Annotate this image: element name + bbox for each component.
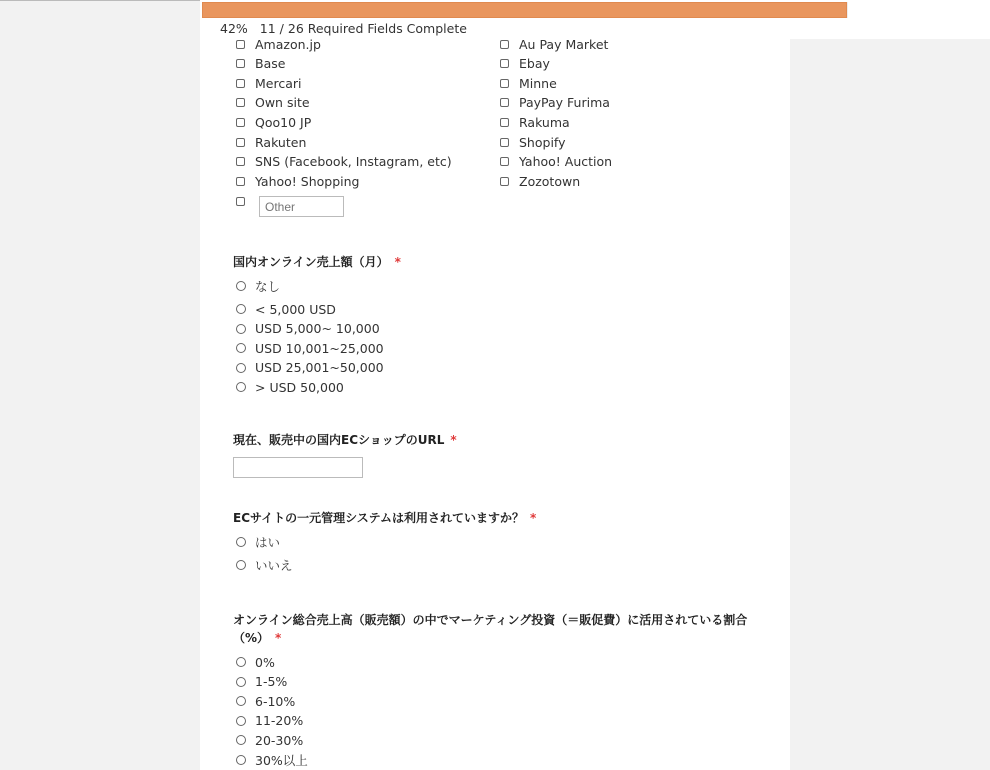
option-label: 0% [255,654,275,670]
other-checkbox[interactable] [236,197,245,206]
checkbox[interactable] [500,59,509,68]
question-management-system [233,509,763,527]
checkbox[interactable] [500,79,509,88]
shop-url-input[interactable] [233,457,363,478]
question-shop-url [233,431,763,449]
system-option[interactable] [237,556,293,574]
sales-option[interactable] [237,339,384,357]
marketplace-checkbox[interactable] [237,153,452,171]
option-label: USD 25,001~50,000 [255,360,384,376]
marketplace-checkbox[interactable] [501,172,580,190]
question-label: 国内オンライン売上額（月） [233,255,389,269]
question-label: ECサイトの一元管理システムは利用されていますか？ [233,511,524,525]
marketplace-checkbox[interactable] [501,153,612,171]
radio-button[interactable] [236,363,246,373]
question-label: 現在、販売中の国内ECショップのURL [233,433,445,447]
checkbox[interactable] [236,98,245,107]
marketplace-checkbox[interactable] [237,172,359,190]
marketplace-checkbox[interactable] [501,113,570,131]
radio-button[interactable] [236,343,246,353]
radio-button[interactable] [236,716,246,726]
checkbox[interactable] [236,157,245,166]
marketplace-checkbox[interactable] [501,133,566,151]
marketplace-checkbox[interactable] [237,74,301,92]
progress-text [220,21,479,36]
required-mark: * [450,433,457,447]
checkbox[interactable] [236,79,245,88]
sales-option[interactable] [237,300,336,318]
checkbox[interactable] [500,138,509,147]
marketplace-checkbox[interactable] [237,133,306,151]
radio-button[interactable] [236,696,246,706]
option-label: Base [255,56,286,72]
sales-option[interactable] [237,320,380,338]
option-label: Rakuma [519,114,570,130]
option-label: Shopify [519,134,566,150]
marketing-ratio-option[interactable] [237,692,295,710]
sales-option[interactable] [237,277,280,295]
marketing-ratio-option[interactable] [237,673,287,691]
option-label: Own site [255,95,310,111]
option-label: SNS (Facebook, Instagram, etc) [255,154,452,170]
marketplace-checkbox[interactable] [237,94,310,112]
option-label: Minne [519,75,557,91]
checkbox[interactable] [500,40,509,49]
radio-button[interactable] [236,537,246,547]
option-label: USD 5,000~ 10,000 [255,321,380,337]
checkbox[interactable] [236,138,245,147]
radio-button[interactable] [236,324,246,334]
marketing-ratio-option[interactable] [237,731,303,749]
radio-button[interactable] [236,657,246,667]
radio-button[interactable] [236,755,246,765]
option-label: なし [255,279,281,294]
radio-button[interactable] [236,735,246,745]
option-label: Ebay [519,56,550,72]
option-label: 6-10% [255,693,296,709]
marketplace-checkbox[interactable] [501,35,608,53]
required-mark: * [394,255,401,269]
marketing-ratio-option[interactable] [237,653,275,671]
progress-fill [202,2,847,18]
option-label: Au Pay Market [519,36,609,52]
question-monthly-sales [233,253,763,271]
other-marketplace-input[interactable] [259,196,344,217]
marketing-ratio-option[interactable] [237,751,308,769]
checkbox[interactable] [236,177,245,186]
option-label: > USD 50,000 [255,379,344,395]
question-label: オンライン総合売上高（販売額）の中でマーケティング投資（＝販促費）に活用されている割合（%） [233,613,748,645]
checkbox[interactable] [236,40,245,49]
radio-button[interactable] [236,677,246,687]
option-label: 11-20% [255,713,304,729]
checkbox[interactable] [500,177,509,186]
required-mark: * [275,631,282,645]
marketplace-checkbox[interactable] [237,35,321,53]
sales-option[interactable] [237,359,384,377]
option-label: はい [255,535,281,550]
option-label: 20-30% [255,732,304,748]
checkbox[interactable] [236,59,245,68]
option-label: Yahoo! Auction [519,154,613,170]
option-label: Qoo10 JP [255,114,312,130]
marketplace-checkbox[interactable] [501,94,610,112]
system-option[interactable] [237,533,280,551]
checkbox[interactable] [500,98,509,107]
option-label: Amazon.jp [255,36,321,52]
option-label: Yahoo! Shopping [255,173,360,189]
option-label: 30%以上 [255,753,308,768]
option-label: 1-5% [255,674,288,690]
option-label: Mercari [255,75,302,91]
progress-bar [202,2,848,18]
marketplace-checkbox[interactable] [501,74,557,92]
option-label: Rakuten [255,134,307,150]
radio-button[interactable] [236,382,246,392]
sales-option[interactable] [237,378,344,396]
radio-button[interactable] [236,281,246,291]
checkbox[interactable] [236,118,245,127]
marketplace-checkbox[interactable] [501,55,550,73]
marketplace-checkbox[interactable] [237,113,311,131]
checkbox[interactable] [500,157,509,166]
radio-button[interactable] [236,304,246,314]
option-label: Zozotown [519,173,581,189]
progress-status: 11 / 26 Required Fields Complete [259,21,467,36]
option-label: いいえ [255,558,293,573]
checkbox[interactable] [500,118,509,127]
progress-percent: 42% [220,21,248,36]
radio-button[interactable] [236,560,246,570]
required-mark: * [529,511,537,525]
option-label: < 5,000 USD [255,301,336,317]
option-label: PayPay Furima [519,95,610,111]
marketplace-checkbox[interactable] [237,55,285,73]
marketing-ratio-option[interactable] [237,712,303,730]
option-label: USD 10,001~25,000 [255,340,384,356]
question-marketing-ratio [233,611,763,647]
